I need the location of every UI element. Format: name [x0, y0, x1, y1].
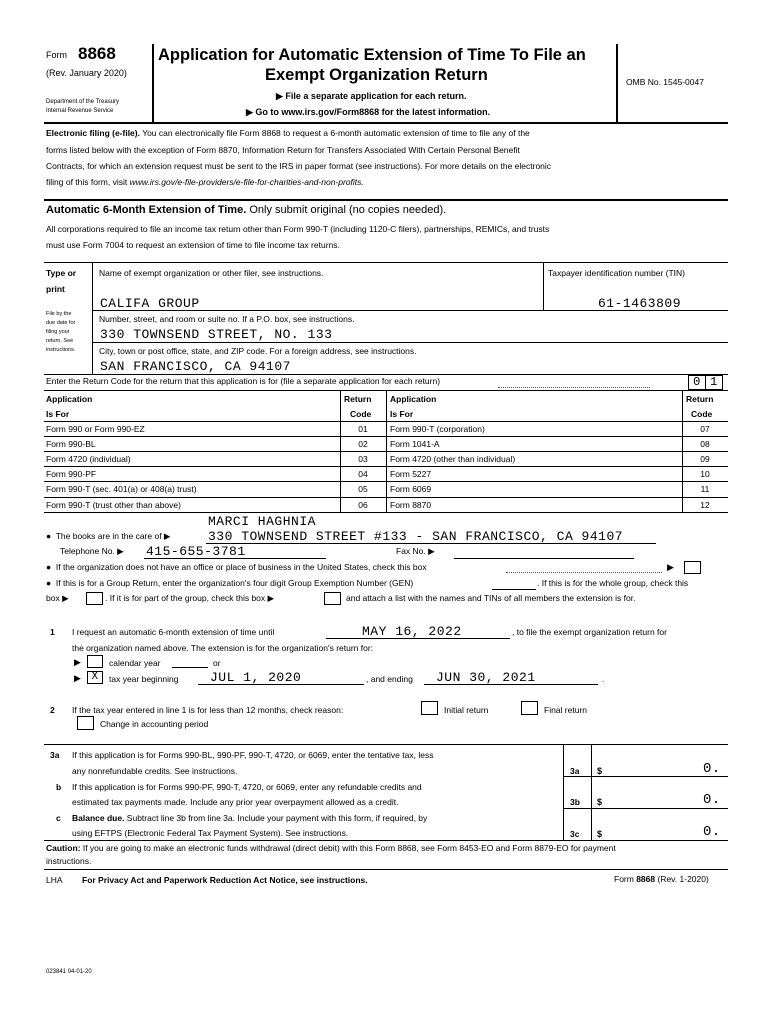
line3b-amount[interactable]: 0. [703, 792, 721, 808]
org-name-value[interactable]: CALIFA GROUP [100, 296, 200, 311]
return-code-digit2[interactable]: 1 [705, 375, 723, 390]
tax-year-end[interactable]: JUN 30, 2021 [436, 670, 536, 685]
group-return-text: ● If this is for a Group Return, enter the organization's four digit Group Exemption Number (GEN) [46, 578, 414, 588]
line3c-dollar: $ [597, 829, 603, 839]
table-code: 09 [700, 454, 710, 464]
line1-text: I request an automatic 6-month extension of time until [72, 627, 275, 637]
return-code-label: Enter the Return Code for the return that this application is for (file a separate application for each return) [46, 376, 441, 386]
form-number: 8868 [78, 44, 116, 63]
line3a-text1: If this application is for Forms 990-BL, 990-PF, 990-T, 4720, or 6069, enter the tentative tax, less [72, 750, 434, 760]
line2-number: 2 [50, 705, 55, 715]
table-right-header-app1: Application [390, 394, 437, 404]
table-row: Form 990 or Form 990-EZ [46, 424, 145, 434]
line2-text: If the tax year entered in line 1 is for less than 12 months, check reason: [72, 705, 344, 715]
line3b-box-label: 3b [570, 797, 580, 807]
part-group-checkbox[interactable] [324, 592, 341, 605]
dept-line2: Internal Revenue Service [46, 108, 114, 114]
initial-return-label: Initial return [444, 705, 489, 715]
fax-field[interactable] [454, 558, 634, 559]
table-code: 06 [358, 500, 368, 510]
table-right-header-app2: Is For [390, 409, 414, 419]
org-name-label: Name of exempt organization or other filer, see instructions. [99, 268, 324, 278]
initial-return-checkbox[interactable] [421, 701, 438, 715]
table-code: 05 [358, 484, 368, 494]
tax-year-begin[interactable]: JUL 1, 2020 [210, 670, 302, 685]
table-row: Form 4720 (individual) [46, 454, 131, 464]
table-row: Form 990-T (sec. 401(a) or 408(a) trust) [46, 484, 197, 494]
books-care-name[interactable]: MARCI HAGHNIA [208, 514, 316, 529]
line1-text3: the organization named above. The extension is for the organization's return for: [72, 643, 374, 653]
table-row: Form 990-T (corporation) [390, 424, 485, 434]
final-return-checkbox[interactable] [521, 701, 538, 715]
line3a-amount[interactable]: 0. [703, 761, 721, 777]
file-by-note: File by the due date for filing your return. See instructions. [46, 311, 76, 353]
form-title-line2: Exempt Organization Return [265, 66, 488, 84]
arrow-right-icon: ▶ [74, 673, 81, 683]
line3b-dollar: $ [597, 797, 603, 807]
dept-line1: Department of the Treasury [46, 99, 120, 105]
group-whole-text: . If this is for the whole group, check this [537, 578, 689, 588]
form-title-line1: Application for Automatic Extension of Time To File an [158, 46, 586, 64]
auto-line2: must use Form 7004 to request an extension of time to file income tax returns. [46, 240, 340, 250]
subtitle-separate: ▶ File a separate application for each return. [276, 91, 467, 101]
street-value[interactable]: 330 TOWNSEND STREET, NO. 133 [100, 327, 333, 342]
efile-line2: forms listed below with the exception of Form 8870, Information Return for Transfers Associated With Certain Personal Benefit [46, 145, 520, 155]
tax-year-label: tax year beginning [109, 674, 179, 684]
street-label: Number, street, and room or suite no. If a P.O. box, see instructions. [99, 314, 355, 324]
tin-label: Taxpayer identification number (TIN) [548, 268, 686, 278]
no-office-checkbox[interactable] [684, 561, 701, 574]
privacy-notice: For Privacy Act and Paperwork Reduction Act Notice, see instructions. [82, 875, 368, 885]
table-code: 08 [700, 439, 710, 449]
line1-text2: , to file the exempt organization return for [512, 627, 667, 637]
city-value[interactable]: SAN FRANCISCO, CA 94107 [100, 359, 291, 374]
line3a-number: 3a [50, 750, 60, 760]
books-care-label: ● The books are in the care of ▶ [46, 531, 171, 541]
gen-field[interactable] [492, 589, 536, 590]
table-row: Form 990-T (trust other than above) [46, 500, 181, 510]
calendar-year-checkbox[interactable] [87, 655, 103, 668]
final-return-label: Final return [544, 705, 587, 715]
table-code: 10 [700, 469, 710, 479]
group-part-text: . If it is for part of the group, check this box ▶ [105, 593, 275, 603]
accounting-change-label: Change in accounting period [100, 719, 209, 729]
table-left-header-app1: Application [46, 394, 93, 404]
table-row: Form 5227 [390, 469, 432, 479]
table-code: 12 [700, 500, 710, 510]
efile-line1: Electronic filing (e-file). You can electronically file Form 8868 to request a 6-month automatic extension of time to file any of the [46, 128, 530, 138]
table-row: Form 990-BL [46, 439, 96, 449]
city-label: City, town or post office, state, and ZIP code. For a foreign address, see instructions. [99, 346, 417, 356]
line3b-text1: If this application is for Forms 990-PF, 990-T, 4720, or 6069, enter any refundable credits and [72, 782, 422, 792]
auto-extension-heading: Automatic 6-Month Extension of Time. Only submit original (no copies needed). [46, 204, 447, 216]
fax-label: Fax No. ▶ [396, 546, 435, 556]
line3a-box-label: 3a [570, 766, 580, 776]
table-code: 07 [700, 424, 710, 434]
no-office-text: ● If the organization does not have an office or place of business in the United States, check this box [46, 562, 427, 572]
table-code: 04 [358, 469, 368, 479]
table-row: Form 8870 [390, 500, 432, 510]
tin-value[interactable]: 61-1463809 [598, 296, 682, 311]
type-or-label: Type or [46, 268, 77, 278]
print-label: print [46, 284, 65, 294]
table-code: 01 [358, 424, 368, 434]
caution-line2: instructions. [46, 856, 92, 866]
line3c-text2: using EFTPS (Electronic Federal Tax Payment System). See instructions. [72, 828, 349, 838]
group-attach-text: and attach a list with the names and TINs of all members the extension is for. [346, 593, 636, 603]
table-row: Form 4720 (other than individual) [390, 454, 516, 464]
subtitle-website: ▶ Go to www.irs.gov/Form8868 for the latest information. [246, 107, 491, 117]
ending-label: , and ending [366, 674, 413, 684]
line3c-amount[interactable]: 0. [703, 824, 721, 840]
telephone-value[interactable]: 415-655-3781 [146, 544, 246, 559]
or-label: or [213, 658, 221, 668]
table-row: Form 6069 [390, 484, 432, 494]
form-reference: Form 8868 (Rev. 1-2020) [614, 874, 709, 884]
table-right-header-code2: Code [691, 409, 713, 419]
return-code-digit1[interactable]: 0 [688, 375, 706, 390]
line3a-dollar: $ [597, 766, 603, 776]
line3c-number: c [56, 813, 61, 823]
table-code: 02 [358, 439, 368, 449]
calendar-year-label: calendar year [109, 658, 161, 668]
form-code: 023841 04-01-20 [46, 969, 92, 975]
books-address[interactable]: 330 TOWNSEND STREET #133 - SAN FRANCISCO, CA 94107 [208, 529, 624, 544]
omb-number: OMB No. 1545-0047 [626, 77, 704, 87]
table-left-header-code2: Code [350, 409, 372, 419]
line3c-text1: Balance due. Subtract line 3b from line 3a. Include your payment with this form, if required, by [72, 813, 428, 823]
table-code: 11 [700, 484, 710, 494]
table-left-header-code1: Return [344, 394, 372, 404]
telephone-label: Telephone No. ▶ [60, 546, 124, 556]
extension-date[interactable]: MAY 16, 2022 [362, 624, 462, 639]
table-code: 03 [358, 454, 368, 464]
accounting-change-checkbox[interactable] [77, 716, 94, 730]
line3c-box-label: 3c [570, 829, 580, 839]
efile-url: www.irs.gov/e-file-providers/e-file-for-charities-and-non-profits. [129, 177, 364, 187]
line1-number: 1 [50, 627, 55, 637]
group-box-label: box ▶ [46, 593, 69, 603]
auto-line1: All corporations required to file an income tax return other than Form 990-T (including 1120-C filers), partnerships, REMICs, and trusts [46, 224, 550, 234]
table-right-header-code1: Return [686, 394, 714, 404]
tax-year-checkbox[interactable]: X [87, 671, 103, 684]
table-row: Form 1041-A [390, 439, 440, 449]
form-label: Form [46, 50, 67, 60]
caution-line1: Caution: If you are going to make an electronic funds withdrawal (direct debit) with this Form 8868, see Form 8453-EO and Form 8879-EO for payment [46, 843, 616, 853]
table-left-header-app2: Is For [46, 409, 70, 419]
lha-label: LHA [46, 875, 63, 885]
line3a-text2: any nonrefundable credits. See instructions. [72, 766, 238, 776]
line3b-number: b [56, 782, 62, 792]
table-row: Form 990-PF [46, 469, 97, 479]
efile-line3: Contracts, for which an extension request must be sent to the IRS in paper format (see instructions). For more details on the electronic [46, 161, 552, 171]
whole-group-checkbox[interactable] [86, 592, 103, 605]
efile-line4: filing of this form, visit www.irs.gov/e-file-providers/e-file-for-charities-and-non-profits. [46, 177, 364, 187]
calendar-year-field[interactable] [172, 667, 208, 668]
arrow-right-icon: ▶ [667, 562, 674, 572]
form-revision: (Rev. January 2020) [46, 68, 127, 78]
line3b-text2: estimated tax payments made. Include any prior year overpayment allowed as a credit. [72, 797, 399, 807]
arrow-right-icon: ▶ [74, 657, 81, 667]
